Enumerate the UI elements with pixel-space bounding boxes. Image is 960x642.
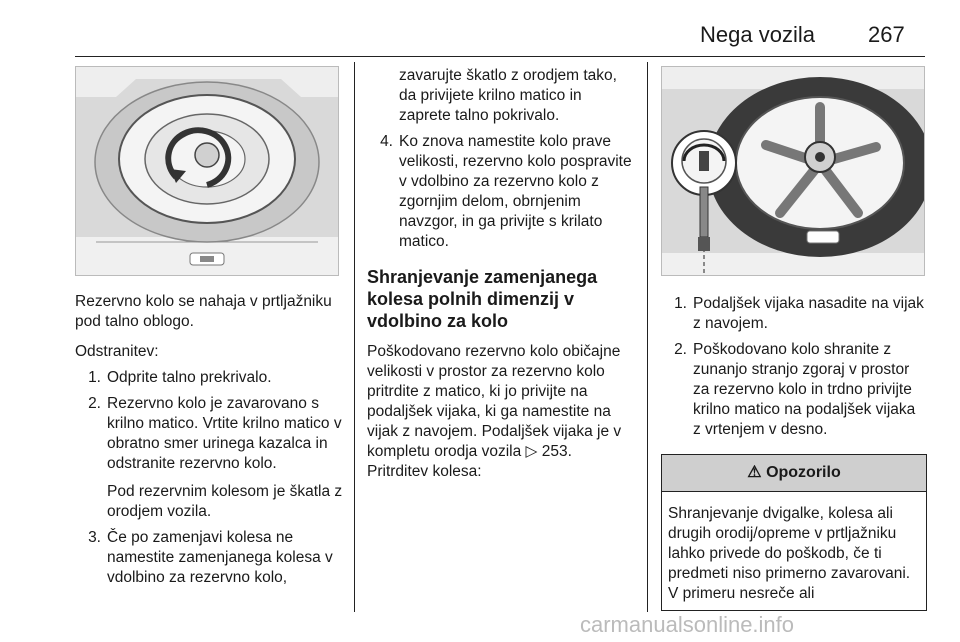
step-text: Če po zamenjavi kolesa ne namestite zamenjanega kolesa v vdolbino za rezervno kolo, xyxy=(107,529,333,586)
column-3 xyxy=(661,66,927,611)
header-rule xyxy=(75,56,925,57)
warning-box xyxy=(661,454,927,611)
step-text: Podaljšek vijaka nasadite na vijak z navojem. xyxy=(693,295,924,332)
step-number: 1. xyxy=(88,369,101,386)
intro-paragraph: Rezervno kolo se nahaja v prtljažniku pod talno oblogo. xyxy=(75,293,332,330)
step-number: 2. xyxy=(674,341,687,358)
page-reference-icon: ▷ xyxy=(525,443,538,460)
list-item xyxy=(661,340,927,440)
step-number: 3. xyxy=(88,529,101,546)
column-divider-left xyxy=(354,62,355,612)
step-number: 2. xyxy=(88,395,101,412)
removal-label: Odstranitev: xyxy=(75,343,159,360)
section-heading: Shranjevanje zamenjanega kolesa polnih dimenzij v vdolbino za kolo xyxy=(367,267,598,331)
list-item xyxy=(661,294,927,334)
warning-header xyxy=(662,455,926,492)
step-number: 1. xyxy=(674,295,687,312)
warning-text: Shranjevanje dvigalke, kolesa ali drugih orodij/opreme v prtljažniku lahko privede do poškodb, če ti predmeti niso primerno zavarovani. V primeru nesreče ali xyxy=(668,505,911,602)
column-1 xyxy=(75,66,343,594)
list-item xyxy=(75,368,343,388)
spare-wheel-illustration xyxy=(75,66,339,276)
watermark: carmanualsonline.info xyxy=(580,612,795,637)
step-continuation: zavarujte škatlo z orodjem tako, da privijete krilno matico in zaprete talno pokrivalo. xyxy=(399,67,617,124)
warning-triangle-icon: ⚠ xyxy=(747,464,762,481)
list-item xyxy=(75,528,343,588)
step-text: Rezervno kolo je zavarovano s krilno matico. Vrtite krilno matico v obratno smer urinega kazalca in odstranite rezervno kolo. xyxy=(107,395,342,472)
wheel-fastening-illustration xyxy=(661,66,925,276)
page-title: Nega vozila xyxy=(700,22,815,47)
continued-steps xyxy=(367,66,637,252)
page-reference[interactable]: 253. xyxy=(541,443,572,460)
step-subparagraph: Pod rezervnim kolesom je škatla z orodjem vozila. xyxy=(107,483,343,520)
list-item xyxy=(75,394,343,522)
column-divider-right xyxy=(647,62,648,612)
page-number: 267 xyxy=(868,22,905,47)
list-item xyxy=(367,132,637,252)
body-paragraph xyxy=(367,342,637,462)
step-text: Odprite talno prekrivalo. xyxy=(107,369,272,386)
body-text: Poškodovano rezervno kolo običajne velikosti v prostor za rezervno kolo pritrdite z matico, ki jo privijte na podaljšek vijaka, ki ga namestite na vijak z navojem. Podaljšek vijaka je v kompletu orodja vozila xyxy=(367,343,622,460)
step-text: Ko znova namestite kolo prave velikosti, rezervno kolo pospravite v vdolbino za rezervno kolo z zgornjim delom, obrnjenim navzgor, in ga privijte s krilato matico. xyxy=(399,133,632,250)
fastening-label: Pritrditev kolesa: xyxy=(367,463,482,480)
removal-steps xyxy=(75,368,343,588)
warning-title: Opozorilo xyxy=(766,464,841,481)
step-text: Poškodovano kolo shranite z zunanjo stranjo zgoraj v prostor za rezervno kolo in trdno privijte krilno matico na podaljšek vijaka z vrtenjem v desno. xyxy=(693,341,916,438)
column-2 xyxy=(367,66,637,492)
list-item xyxy=(367,66,637,126)
step-number: 4. xyxy=(380,133,393,150)
fastening-steps xyxy=(661,294,927,440)
